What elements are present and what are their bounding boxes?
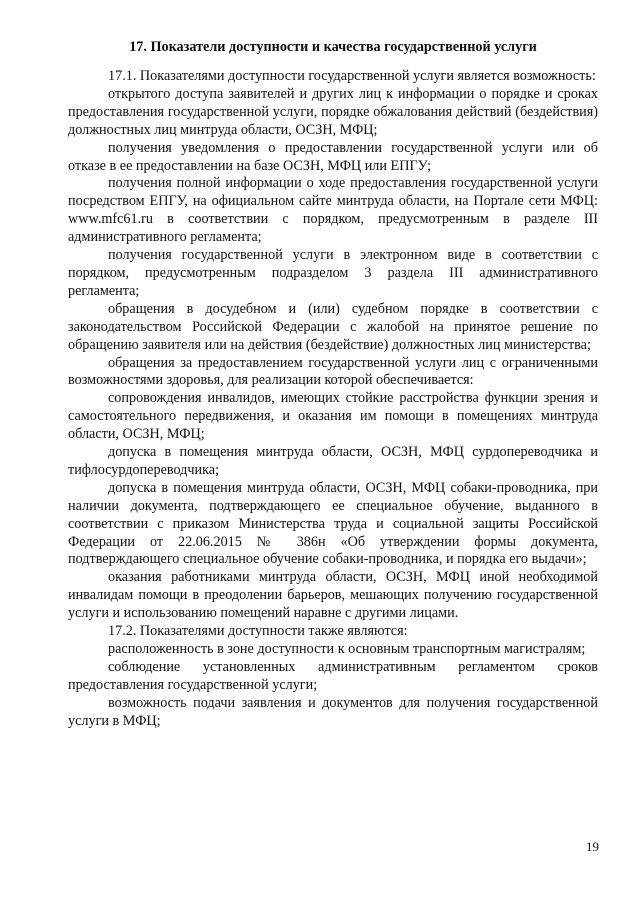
- paragraph-transport: расположенность в зоне доступности к основным транспортным магистралям;: [108, 641, 586, 657]
- paragraph-electronic-service: получения государственной услуги в электронном виде в соответствии с порядком, предусмотренным подразделом 3 раздела III административного регламента;: [68, 247, 598, 299]
- section-body: [68, 68, 598, 731]
- paragraph-staff-assistance: оказания работниками минтруда области, ОСЗН, МФЦ иной необходимой инвалидам помощи в преодолении барьеров, мешающих получению государственной услуги и использованию помещений наравне с другими лицами.: [68, 569, 598, 622]
- paragraph-sign-interpreter: допуска в помещения минтруда области, ОСЗН, МФЦ сурдопереводчика и тифлосурдопереводчика;: [68, 444, 598, 478]
- paragraph-guide-dog: допуска в помещения минтруда области, ОСЗН, МФЦ собаки-проводника, при наличии документа, подтверждающего ее специальное обучение, выданного в соответствии с приказом Министерства труда и социальной защиты Российской Федерации от 22.06.2015 № 386н «Об утверждении формы документа, подтверждающего специальное обучение собаки-проводника, и порядка его выдачи»;: [68, 479, 598, 568]
- page-number: 19: [586, 839, 599, 854]
- paragraph-deadlines: соблюдение установленных административным регламентом сроков предоставления государственной услуги;: [68, 658, 598, 693]
- paragraph-limited-abilities: обращения за предоставлением государственной услуги лиц с ограниченными возможностями здоровья, для реализации которой обеспечивается:: [68, 354, 598, 389]
- paragraph-mfc-submission: возможность подачи заявления и документов для получения государственной услуги в МФЦ;: [68, 694, 598, 729]
- paragraph-17-1-intro: 17.1. Показателями доступности государственной услуги является возможность:: [108, 68, 596, 84]
- paragraph-open-access: открытого доступа заявителей и других лиц к информации о порядке и сроках предоставления государственной услуги, порядке обжалования действий (бездействия) должностных лиц минтруда области, ОСЗН, МФЦ;: [68, 85, 598, 138]
- section-heading: 17. Показатели доступности и качества государственной услуги: [129, 39, 537, 55]
- paragraph-notification: получения уведомления о предоставлении государственной услуги или об отказе в ее предоставлении на базе ОСЗН, МФЦ или ЕПГУ;: [68, 139, 598, 174]
- paragraph-appeal: обращения в досудебном и (или) судебном порядке в соответствии с законодательством Российской Федерации с жалобой на принятое решение по обращению заявителя или на действия (бездействие) должностных лиц министерства;: [68, 300, 598, 353]
- paragraph-escort: сопровождения инвалидов, имеющих стойкие расстройства функции зрения и самостоятельного передвижения, и оказания им помощи в помещениях минтруда области, ОСЗН, МФЦ;: [68, 390, 598, 443]
- paragraph-17-2-intro: 17.2. Показателями доступности также являются:: [108, 623, 408, 640]
- paragraph-full-information: получения полной информации о ходе предоставления государственной услуги посредством ЕПГУ, на официальном сайте минтруда области, на Портале сети МФЦ: www.mfc61.ru в соответствии с порядком, предусмотренным в разделе III административного регламента;: [68, 175, 598, 246]
